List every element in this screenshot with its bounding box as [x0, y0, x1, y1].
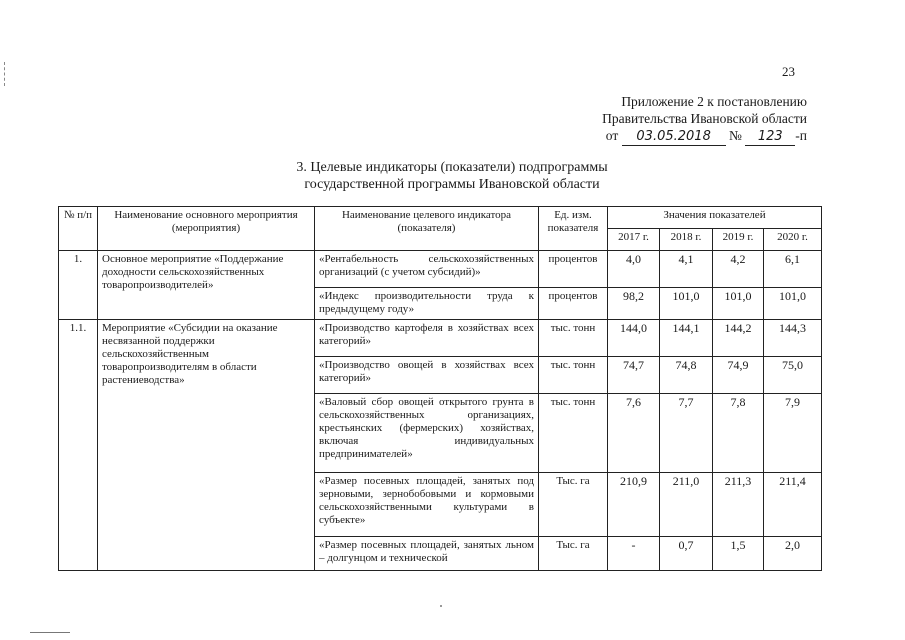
- value-2020: 144,3: [764, 320, 822, 357]
- scan-margin-mark: [30, 632, 70, 633]
- value-2019: 7,8: [713, 394, 764, 473]
- header-year: 2019 г.: [713, 229, 764, 251]
- value-2019: 101,0: [713, 288, 764, 320]
- appendix-header: [602, 93, 807, 146]
- handwritten-number: 123: [745, 128, 795, 146]
- event-name: Основное мероприятие «Поддержание доходности сельскохозяйственных товаропроизводителей»: [98, 251, 315, 320]
- header-year: 2018 г.: [660, 229, 713, 251]
- value-2017: 74,7: [608, 357, 660, 394]
- number-suffix: -п: [795, 128, 807, 143]
- handwritten-date: 03.05.2018: [622, 128, 726, 146]
- value-2017: -: [608, 537, 660, 571]
- header-unit: Ед. изм. показателя: [539, 207, 608, 251]
- event-name: Мероприятие «Субсидии на оказание несвязанной поддержки сельскохозяйственным товаропроизводителям в области растениеводства»: [98, 320, 315, 571]
- value-2017: 98,2: [608, 288, 660, 320]
- appendix-line-2: Правительства Ивановской области: [602, 111, 807, 126]
- value-2019: 1,5: [713, 537, 764, 571]
- value-2020: 6,1: [764, 251, 822, 288]
- indicator-name: «Валовый сбор овощей открытого грунта в сельскохозяйственных организациях, крестьянских (фермерских) хозяйствах, включая индивидуальных предпринимателей»: [315, 394, 539, 473]
- row-num: 1.1.: [59, 320, 98, 571]
- table-row: [59, 251, 822, 288]
- unit: тыс. тонн: [539, 394, 608, 473]
- indicator-name: «Размер посевных площадей, занятых льном – долгунцом и технической: [315, 537, 539, 571]
- value-2017: 144,0: [608, 320, 660, 357]
- value-2020: 211,4: [764, 473, 822, 537]
- value-2019: 74,9: [713, 357, 764, 394]
- value-2018: 0,7: [660, 537, 713, 571]
- scan-speck: [440, 605, 442, 607]
- header-indicator: Наименование целевого индикатора (показателя): [315, 207, 539, 251]
- page-number: 23: [782, 64, 795, 79]
- unit: Тыс. га: [539, 473, 608, 537]
- header-num: № п/п: [59, 207, 98, 251]
- table-row: [59, 320, 822, 357]
- header-year: 2020 г.: [764, 229, 822, 251]
- header-year: 2017 г.: [608, 229, 660, 251]
- indicator-name: «Размер посевных площадей, занятых под зерновыми, зернобобовыми и кормовыми сельскохозяйственными культурами в субъекте»: [315, 473, 539, 537]
- section-title: [252, 159, 652, 193]
- unit: Тыс. га: [539, 537, 608, 571]
- value-2020: 7,9: [764, 394, 822, 473]
- value-2018: 4,1: [660, 251, 713, 288]
- value-2018: 211,0: [660, 473, 713, 537]
- indicator-name: «Производство картофеля в хозяйствах всех категорий»: [315, 320, 539, 357]
- header-event: Наименование основного мероприятия (мероприятия): [98, 207, 315, 251]
- value-2018: 101,0: [660, 288, 713, 320]
- value-2020: 101,0: [764, 288, 822, 320]
- appendix-line-3: [602, 127, 807, 146]
- number-label: №: [729, 128, 742, 143]
- value-2018: 7,7: [660, 394, 713, 473]
- unit: тыс. тонн: [539, 320, 608, 357]
- value-2020: 75,0: [764, 357, 822, 394]
- value-2019: 211,3: [713, 473, 764, 537]
- unit: процентов: [539, 288, 608, 320]
- value-2018: 144,1: [660, 320, 713, 357]
- row-num: 1.: [59, 251, 98, 320]
- header-values: Значения показателей: [608, 207, 822, 229]
- value-2019: 144,2: [713, 320, 764, 357]
- value-2019: 4,2: [713, 251, 764, 288]
- unit: тыс. тонн: [539, 357, 608, 394]
- indicator-name: «Индекс производительности труда к предыдущему году»: [315, 288, 539, 320]
- value-2018: 74,8: [660, 357, 713, 394]
- value-2017: 210,9: [608, 473, 660, 537]
- indicator-name: «Производство овощей в хозяйствах всех категорий»: [315, 357, 539, 394]
- scan-margin-mark: [4, 62, 6, 86]
- value-2020: 2,0: [764, 537, 822, 571]
- section-title-line-1: 3. Целевые индикаторы (показатели) подпрограммы: [296, 160, 608, 175]
- value-2017: 4,0: [608, 251, 660, 288]
- appendix-line-1: Приложение 2 к постановлению: [621, 94, 807, 109]
- from-label: от: [605, 128, 619, 143]
- indicator-name: «Рентабельность сельскохозяйственных организаций (с учетом субсидий)»: [315, 251, 539, 288]
- value-2017: 7,6: [608, 394, 660, 473]
- unit: процентов: [539, 251, 608, 288]
- indicators-table: [58, 206, 822, 571]
- section-title-line-2: государственной программы Ивановской области: [304, 177, 600, 192]
